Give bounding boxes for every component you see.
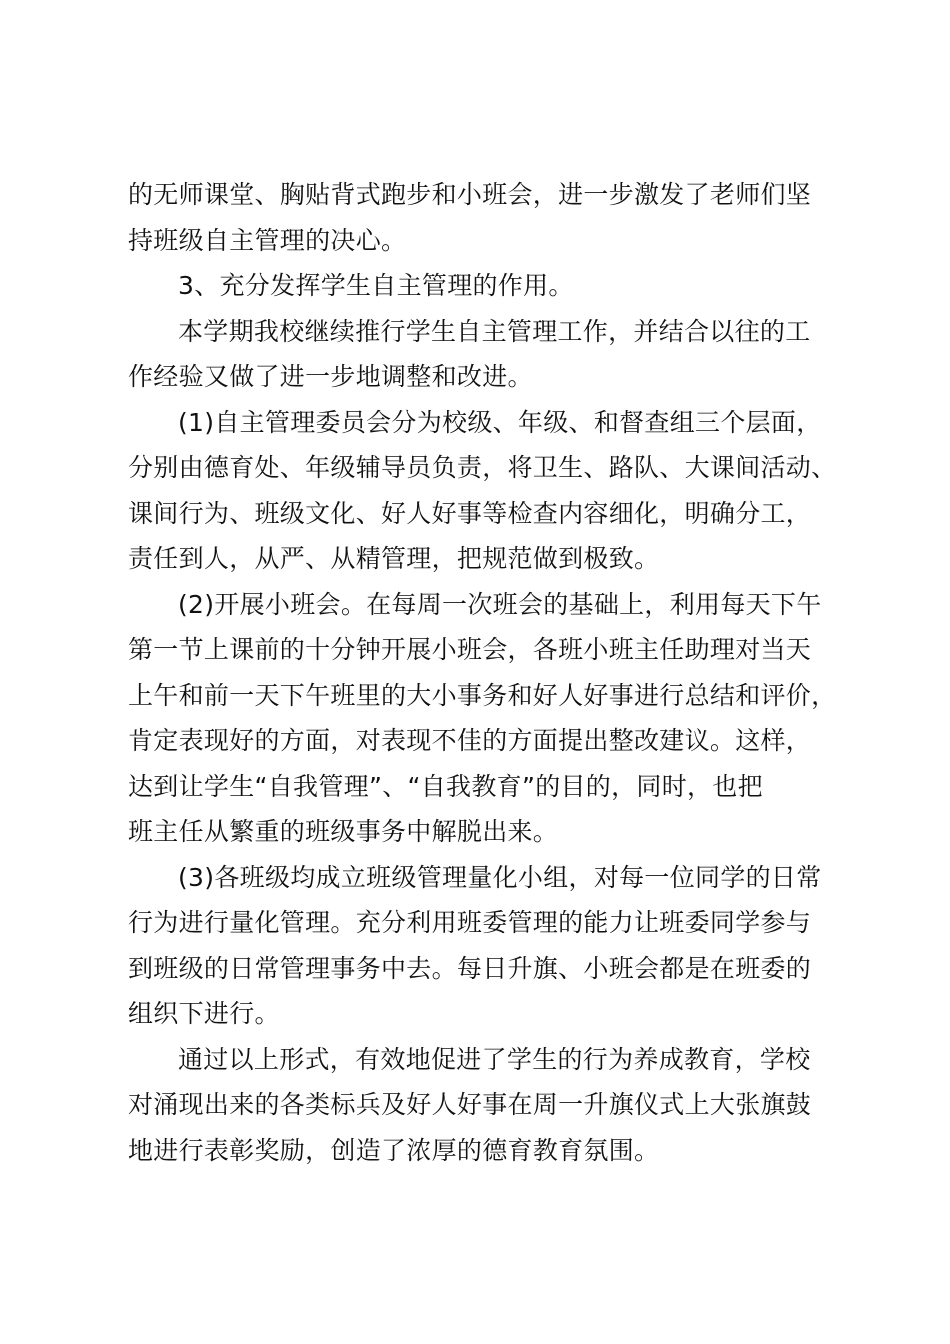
text-line: 班主任从繁重的班级事务中解脱出来。	[128, 817, 559, 846]
paragraph-start: 本学期我校继续推行学生自主管理工作，并结合以往的工	[178, 316, 811, 346]
list-item-2-start: (2)开展小班会。在每周一次班会的基础上，利用每天下午	[178, 589, 822, 619]
list-item-3-start: (3)各班级均成立班级管理量化小组，对每一位同学的日常	[178, 862, 822, 892]
text-line: 持班级自主管理的决心。	[128, 225, 407, 255]
text-line: 责任到人，从严、从精管理，把规范做到极致。	[128, 544, 660, 573]
text-line: 地进行表彰奖励，创造了浓厚的德育教育氛围。	[128, 1135, 660, 1165]
text-line: 行为进行量化管理。充分利用班委管理的能力让班委同学参与	[128, 908, 812, 937]
text-line: 对涌现出来的各类标兵及好人好事在周一升旗仪式上大张旗鼓	[128, 1090, 812, 1119]
document-body	[128, 172, 838, 1173]
list-item-1-start: (1)自主管理委员会分为校级、年级、和督查组三个层面，	[178, 407, 822, 437]
text-line: 课间行为、班级文化、好人好事等检查内容细化，明确分工，	[128, 498, 812, 528]
text-line: 作经验又做了进一步地调整和改进。	[128, 362, 533, 391]
text-line: 到班级的日常管理事务中去。每日升旗、小班会都是在班委的	[128, 953, 812, 983]
text-line: 的无师课堂、胸贴背式跑步和小班会，进一步激发了老师们坚	[128, 180, 812, 209]
text-line: 第一节上课前的十分钟开展小班会，各班小班主任助理对当天	[128, 635, 812, 664]
text-line: 分别由德育处、年级辅导员负责，将卫生、路队、大课间活动、	[128, 453, 837, 482]
paragraph-start: 通过以上形式，有效地促进了学生的行为养成教育，学校	[178, 1044, 811, 1074]
text-line: 肯定表现好的方面，对表现不佳的方面提出整改建议。这样，	[128, 726, 812, 755]
section-heading: 3、充分发挥学生自主管理的作用。	[178, 271, 574, 300]
text-line: 上午和前一天下午班里的大小事务和好人好事进行总结和评价，	[128, 680, 837, 710]
text-line: 组织下进行。	[128, 999, 280, 1028]
text-line: 达到让学生“自我管理”、“自我教育”的目的，同时，也把	[128, 771, 763, 801]
